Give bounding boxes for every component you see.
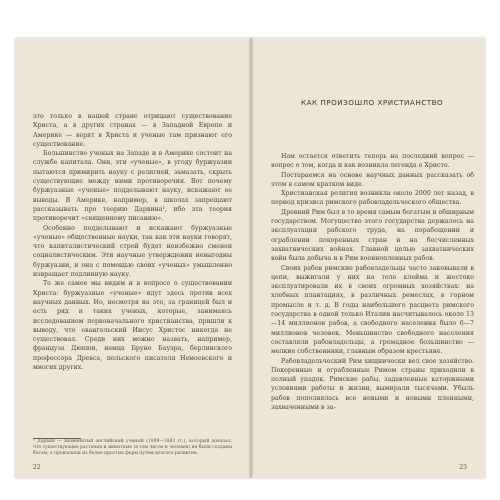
paragraph: Постараемся на основе научных данных рассказать об этом в самом кратком виде.: [271, 171, 474, 188]
paragraph: Своих рабов римские рабовладельцы часто заковывали в цепи, выжигали у них на теле клейма и жестоко эксплуатировали их в своих огромных хозяйствах: на хлебных плантациях, в различных ремеслах, в горном промысле и т. д. В годы наибольшего расцвета римского государства в одной только Италии насчитывалось около 13—14 миллионов рабов, а свободного населения было 6—7 миллионов человек. Меньшинство свободного населения составляли рабовладельцы, а громадное большинство — мелкие собственники, главным образом крестьяне.: [271, 264, 474, 356]
paragraph: Рабовладельческий Рим хищнически вел свое хозяйство. Покоренные и ограбленные Римом страны приходили в полный упадок. Римские рабы, задавленные каторжными условиями работы и жизни, вымирали тысячами. Убыль рабов пополнялась все новыми и новыми пленными, захваченными в за-: [271, 357, 474, 412]
right-page-body: [271, 152, 474, 412]
paragraph: это только в нашей стране отрицают существование Христа, а в других странах — в Западной Европе и Америке — верят в Христа и ученые там признают его существование.: [33, 113, 232, 148]
paragraph: Особенно подделывают и искажают буржуазные «ученые» общественные науки, так как эти науки говорят, что капиталистический строй будет неизбежно сменен социалистическим. Эти научные утверждения невыгодны буржуазии, и она с помощью своих «ученых» умышленно извращает подлинную науку.: [33, 224, 232, 279]
page-number-left: 22: [33, 464, 41, 471]
paragraph: Большинство ученых на Западе и в Америке состоит на службе капитала. Они, эти «ученые», в угоду буржуазии пытаются примирить науку с религией, замазать, скрыть существующие между ними противоречия. Вот почему буржуазные «ученые» подделывают науку, искажают ее выводы. В Америке, например, в школах запрещают рассказывать про теорию Дарвина¹, ибо эта теория противоречит «священному писанию».: [33, 150, 232, 223]
footnote: ¹ Дарвин — знаменитый английский ученый (1809—1882 гг.), который доказал, что существующие растения и животные (в том числе и человек) не были созданы богом, а произошли из более простых форм путем долгого развития.: [33, 439, 232, 457]
chapter-title: КАК ПРОИЗОШЛО ХРИСТИАНСТВО: [301, 98, 444, 107]
paragraph: Нам остается ответить теперь на последний вопрос — вопрос о том, когда и как возникла легенда о Христе.: [271, 153, 474, 170]
paragraph: Христианская религия возникла около 2000 лет назад, в период кризиса римского рабовладельческого общества.: [271, 190, 474, 207]
paragraph: Древний Рим был в то время самым богатым и обширным государством. Могущество этого государства держалось на эксплуатации рабского труда, на порабощении и ограблении покоренных стран и на бесчисленных захватнических войнах. Главной целью захватнических войн была добыча и в Рим военнопленных рабов.: [271, 208, 474, 263]
right-page: [253, 38, 485, 478]
paragraph: То же самое мы видим и в вопросе о существовании Христа: буржуазные «ученые» идут здесь против всех научных данных. Но, несмотря на это, за границей был и есть ряд и таких ученых, которые, занимаясь исследованием первоначального христианства, пришли к выводу, что евангельский Иисус Христос никогда не существовал. Среди них можно назвать, например, француза Дюпюи, немца Бруно Бауэра, берлинского профессора Древса, польского писателя Немоевского и многих других.: [33, 280, 232, 372]
page-number-right: 23: [459, 464, 467, 471]
left-page-body: [33, 112, 232, 372]
book-spread: [15, 38, 485, 478]
left-page: [15, 38, 249, 478]
